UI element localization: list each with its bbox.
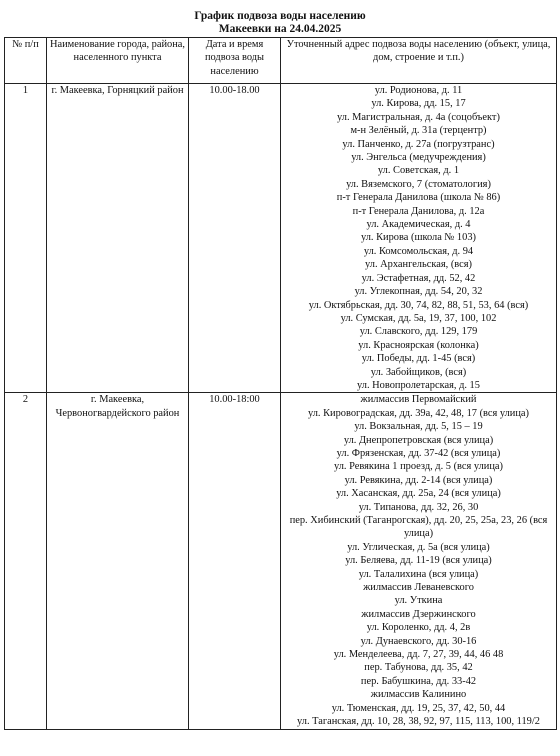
address-item: ул. Таганская, дд. 10, 28, 38, 92, 97, 115, 113, 100, 119/2 bbox=[297, 716, 540, 728]
header-datetime: Дата и время подвоза воды населению bbox=[189, 38, 281, 84]
table-row bbox=[5, 393, 557, 729]
address-item: жилмассив Первомайский bbox=[360, 394, 477, 406]
address-item: ул. Кирова, дд. 15, 17 bbox=[371, 98, 466, 110]
address-item: ул. Вяземского, 7 (стоматология) bbox=[346, 178, 491, 190]
address-item: ул. Панченко, д. 27а (погрузтранс) bbox=[342, 138, 495, 150]
address-item: ул. Магистральная, д. 4а (соцобъект) bbox=[337, 111, 500, 123]
address-item: ул. Новопролетарская, д. 15 bbox=[357, 379, 480, 391]
address-item: ул. Дунаевского, дд. 30-16 bbox=[360, 635, 477, 647]
address-item: ул. Родионова, д. 11 bbox=[374, 85, 463, 96]
address-item: ул. Комсомольская, д. 94 bbox=[363, 245, 474, 257]
address-item: жилмассив Леваневского bbox=[363, 582, 474, 594]
address-item: ул. Славского, дд. 129, 179 bbox=[359, 326, 478, 338]
table-body bbox=[5, 84, 557, 730]
address-item: ул. Углическая, д. 5а (вся улица) bbox=[347, 541, 490, 553]
address-item: пер. Табунова, дд. 35, 42 bbox=[364, 662, 473, 674]
address-item: ул. Уткина bbox=[394, 595, 443, 607]
address-item: ул. Хасанская, дд. 25а, 24 (вся улица) bbox=[336, 488, 501, 500]
address-item: ул. Типанова, дд. 32, 26, 30 bbox=[358, 501, 479, 513]
address-item: ул. Победы, дд. 1-45 (вся) bbox=[361, 353, 476, 365]
delivery-time-cell: 10.00-18:00 bbox=[189, 393, 281, 729]
address-item: ул. Сумская, дд. 5а, 19, 37, 100, 102 bbox=[340, 312, 497, 324]
water-schedule-table bbox=[4, 37, 557, 730]
address-item: п-т Генерала Данилова (школа № 86) bbox=[336, 192, 501, 204]
address-item: ул. Кирова (школа № 103) bbox=[361, 232, 476, 244]
row-number-cell: 1 bbox=[5, 84, 47, 393]
address-list-cell bbox=[281, 393, 557, 729]
header-city: Наименование города, района, населенного пункта bbox=[47, 38, 189, 84]
row-number-cell: 2 bbox=[5, 393, 47, 729]
address-item: ул. Забойщиков, (вся) bbox=[370, 366, 467, 378]
address-item: ул. Талалихина (вся улица) bbox=[358, 568, 479, 580]
table-header-row bbox=[5, 38, 557, 84]
header-number: № п/п bbox=[5, 38, 47, 84]
address-item: ул. Архангельская, (вся) bbox=[365, 259, 472, 271]
address-item: ул. Кировоградская, дд. 39а, 42, 48, 17 (вся улица) bbox=[307, 407, 529, 419]
title-line-2: Макеевки на 24.04.2025 bbox=[218, 23, 342, 35]
address-item: пер. Бабушкина, дд. 33-42 bbox=[360, 675, 477, 687]
address-item: ул. Углекопная, дд. 54, 20, 32 bbox=[354, 286, 483, 298]
address-item: ул. Менделеева, дд. 7, 27, 39, 44, 46 48 bbox=[333, 649, 504, 661]
address-item: ул. Беляева, дд. 11-19 (вся улица) bbox=[345, 555, 492, 567]
document-title bbox=[0, 10, 560, 36]
address-item: п-т Генерала Данилова, д. 12а bbox=[352, 205, 485, 217]
address-item: жилмассив Дзержинского bbox=[361, 608, 476, 620]
address-item: ул. Советская, д. 1 bbox=[377, 165, 460, 177]
city-district-cell: г. Макеевка, Горняцкий район bbox=[47, 84, 189, 393]
address-item: пер. Хибинский (Таганрогская), дд. 20, 25, 25а, 23, 26 (вся улица) bbox=[289, 515, 548, 540]
address-item: ул. Днепропетровская (вся улица) bbox=[343, 434, 494, 446]
address-item: ул. Энгельса (медучреждения) bbox=[351, 152, 486, 164]
address-item: ул. Октябрьская, дд. 30, 74, 82, 88, 51, 53, 64 (вся) bbox=[308, 299, 529, 311]
address-item: ул. Тюменская, дд. 19, 25, 37, 42, 50, 44 bbox=[331, 702, 506, 714]
address-list-cell bbox=[281, 84, 557, 393]
address-item: ул. Академическая, д. 4 bbox=[366, 219, 471, 231]
header-address: Уточненный адрес подвоза воды населению (объект, улица, дом, строение и т.п.) bbox=[281, 38, 557, 84]
address-item: ул. Короленко, дд. 4, 2в bbox=[366, 622, 471, 634]
address-item: ул. Вокзальная, дд. 5, 15 – 19 bbox=[354, 421, 483, 433]
delivery-time-cell: 10.00-18.00 bbox=[189, 84, 281, 393]
title-line-1: График подвоза воды населению bbox=[194, 10, 366, 22]
address-item: ул. Красноярская (колонка) bbox=[358, 339, 479, 351]
address-item: м-н Зелёный, д. 31а (терцентр) bbox=[350, 125, 487, 137]
address-item: жилмассив Калинино bbox=[370, 689, 467, 701]
table-row bbox=[5, 84, 557, 393]
address-item: ул. Эстафетная, дд. 52, 42 bbox=[361, 272, 476, 284]
address-item: ул. Ревякина 1 проезд, д. 5 (вся улица) bbox=[334, 461, 503, 473]
city-district-cell: г. Макеевка, Червоногвардейского район bbox=[47, 393, 189, 729]
address-item: ул. Фрязенская, дд. 37-42 (вся улица) bbox=[336, 447, 501, 459]
address-item: ул. Ревякина, дд. 2-14 (вся улица) bbox=[344, 474, 493, 486]
